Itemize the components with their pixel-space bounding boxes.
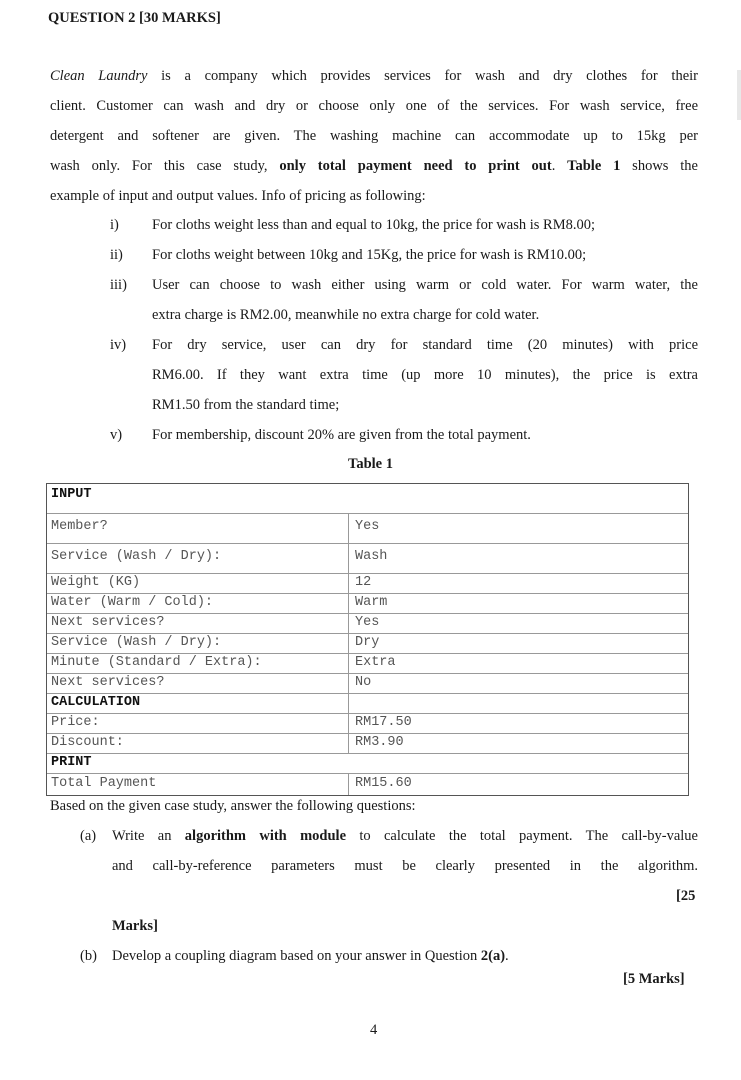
question-text: Write an: [112, 828, 185, 844]
question-title: QUESTION 2 [30 MARKS]: [48, 10, 221, 26]
part-a-line-1: [112, 828, 698, 845]
row-value: Extra: [355, 655, 396, 670]
part-a-marks: [25: [676, 888, 696, 904]
part-a-label: (a): [80, 828, 97, 844]
table-row: [47, 613, 688, 634]
list-number: i): [110, 217, 119, 233]
intro-text: is a company which provides services for wash and dry clothes for their: [147, 68, 698, 84]
table-caption: Table 1: [348, 456, 393, 472]
row-label: Member?: [51, 519, 108, 534]
emphasis-text: algorithm with module: [184, 828, 347, 844]
intro-text: .: [551, 158, 568, 174]
part-a-marks-cont: Marks]: [112, 918, 158, 934]
row-label: Weight (KG): [51, 575, 141, 590]
row-label: Next services?: [51, 675, 165, 690]
row-value: 12: [355, 575, 372, 590]
list-item-text: For membership, discount 20% are given from the total payment.: [152, 427, 531, 443]
intro-text: shows the: [620, 158, 698, 174]
question-text: to calculate the total payment. The call-by-value: [346, 828, 698, 844]
row-label: Service (Wash / Dry):: [51, 549, 222, 564]
table-row: [47, 653, 688, 674]
row-value: RM3.90: [355, 735, 404, 750]
table-row: [47, 773, 688, 795]
table-row: [47, 513, 688, 544]
row-value: Yes: [355, 519, 380, 534]
list-number: v): [110, 427, 123, 443]
intro-line-1: [50, 68, 698, 85]
table-section-row: [47, 693, 688, 714]
question-reference: 2(a): [480, 948, 506, 964]
row-label: Service (Wash / Dry):: [51, 635, 222, 650]
question-text: .: [505, 948, 509, 964]
list-item-text: For cloths weight less than and equal to 10kg, the price for wash is RM8.00;: [152, 217, 595, 233]
intro-line-4: [50, 158, 698, 175]
list-item-text: User can choose to wash either using warm or cold water. For warm water, the: [152, 277, 698, 293]
list-number: iv): [110, 337, 127, 353]
io-table: [46, 483, 689, 796]
page-edge-shadow: [737, 70, 741, 120]
part-a-line-2: and call-by-reference parameters must be clearly presented in the algorithm.: [112, 858, 698, 874]
list-item-text: RM1.50 from the standard time;: [152, 397, 340, 413]
row-label: Water (Warm / Cold):: [51, 595, 214, 610]
list-item-text: extra charge is RM2.00, meanwhile no extra charge for cold water.: [152, 307, 540, 323]
row-value: Wash: [355, 549, 388, 564]
intro-line-2: client. Customer can wash and dry or choose only one of the services. For wash service, free: [50, 98, 698, 114]
row-label: Discount:: [51, 735, 124, 750]
list-number: iii): [110, 277, 127, 293]
table-row: [47, 543, 688, 574]
section-header-print: PRINT: [51, 755, 92, 770]
table-row: [47, 713, 688, 734]
questions-intro: Based on the given case study, answer the following questions:: [50, 798, 416, 814]
page-number: 4: [370, 1022, 378, 1038]
emphasis-text: only total payment need to print out: [279, 158, 552, 174]
section-header-calculation: CALCULATION: [51, 695, 141, 710]
row-value: Dry: [355, 635, 380, 650]
list-item-text: RM6.00. If they want extra time (up more 10 minutes), the price is extra: [152, 367, 698, 383]
table-reference: Table 1: [567, 158, 621, 174]
section-header-input: INPUT: [51, 487, 92, 502]
table-row: [47, 573, 688, 594]
row-value: No: [355, 675, 372, 690]
intro-text: wash only. For this case study,: [50, 158, 280, 174]
part-b-marks: [5 Marks]: [623, 971, 685, 987]
table-row: [47, 673, 688, 694]
table-row: [47, 593, 688, 614]
list-item-text: For cloths weight between 10kg and 15Kg, the price for wash is RM10.00;: [152, 247, 587, 263]
table-section-row: [47, 753, 688, 774]
list-number: ii): [110, 247, 123, 263]
intro-line-3: detergent and softener are given. The washing machine can accommodate up to 15kg per: [50, 128, 698, 144]
row-label: Minute (Standard / Extra):: [51, 655, 262, 670]
table-section-row: [47, 484, 688, 514]
list-item-text: For dry service, user can dry for standard time (20 minutes) with price: [152, 337, 698, 353]
part-b-text: [112, 948, 509, 965]
row-value: RM17.50: [355, 715, 412, 730]
table-row: [47, 633, 688, 654]
row-value: RM15.60: [355, 776, 412, 791]
row-label: Price:: [51, 715, 100, 730]
intro-line-5: example of input and output values. Info of pricing as following:: [50, 188, 426, 204]
question-text: Develop a coupling diagram based on your answer in Question: [112, 948, 481, 964]
row-label: Total Payment: [51, 776, 157, 791]
row-value: Yes: [355, 615, 380, 630]
row-label: Next services?: [51, 615, 165, 630]
company-name: Clean Laundry: [50, 68, 148, 84]
table-row: [47, 733, 688, 754]
part-b-label: (b): [80, 948, 97, 964]
row-value: Warm: [355, 595, 388, 610]
